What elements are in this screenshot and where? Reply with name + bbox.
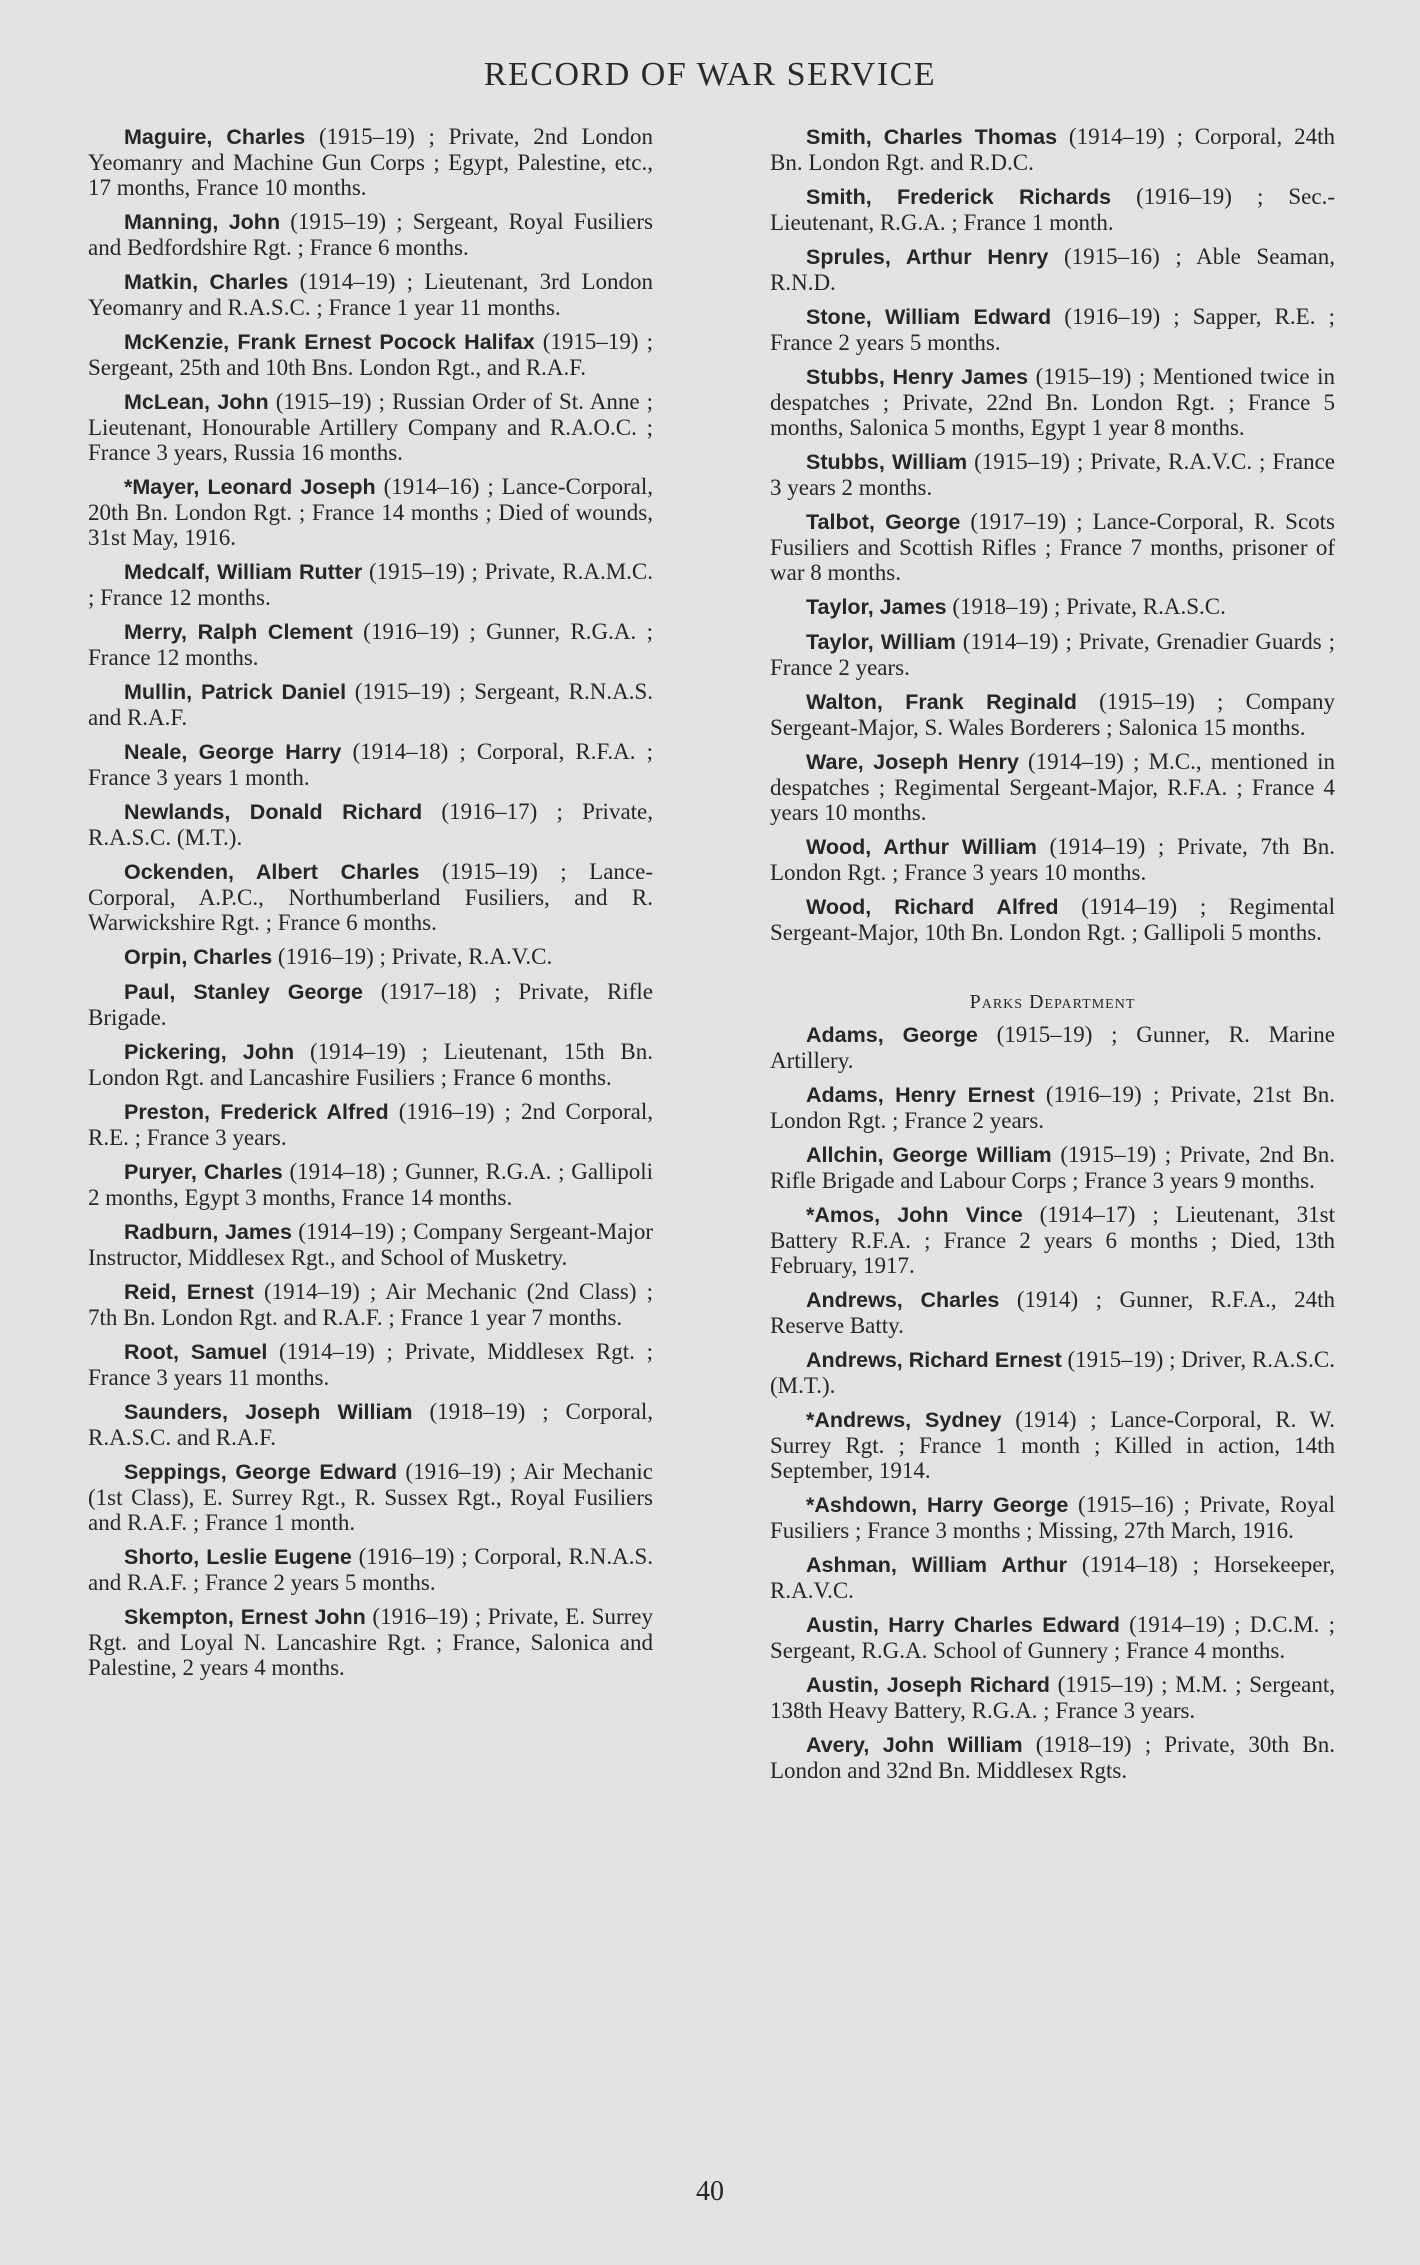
entry-details: (1915–19) ; Sergeant, R.N.A.S. and R.A.F. — [88, 679, 654, 730]
service-entry — [88, 1544, 653, 1595]
service-entry — [88, 1279, 653, 1330]
left-column — [88, 124, 653, 1689]
service-entry — [88, 1604, 653, 1680]
entry-details: (1916–17) ; Private, R.A.S.C. (M.T.). — [88, 799, 654, 850]
service-entry — [770, 1347, 1335, 1398]
entry-details: (1915–16) ; Able Seaman, R.N.D. — [770, 244, 1335, 295]
service-entry — [770, 1492, 1335, 1543]
entry-details: (1914–18) ; Corporal, R.F.A. ; France 3 years 1 month. — [88, 739, 654, 790]
entry-details: (1914–16) ; Lance-Corporal, 20th Bn. London Rgt. ; France 14 months ; Died of wounds, 31st May, 1916. — [88, 474, 653, 550]
service-entry — [770, 1022, 1335, 1073]
entry-details: (1915–19) ; Gunner, R. Marine Artillery. — [770, 1022, 1335, 1073]
entry-details: (1914–18) ; Gunner, R.G.A. ; Gallipoli 2 months, Egypt 3 months, France 14 months. — [88, 1159, 653, 1210]
entry-name: Adams, George — [806, 1023, 978, 1047]
entry-name: Wood, Arthur William — [806, 835, 1037, 859]
entry-name: Allchin, George William — [806, 1143, 1052, 1167]
entry-name: Smith, Frederick Richards — [806, 185, 1112, 209]
entry-details: (1914–19) ; D.C.M. ; Sergeant, R.G.A. School of Gunnery ; France 4 months. — [770, 1612, 1336, 1663]
entry-details: (1917–18) ; Private, Rifle Brigade. — [88, 979, 653, 1030]
entry-name: Ware, Joseph Henry — [806, 750, 1019, 774]
entry-details: (1918–19) ; Corporal, R.A.S.C. and R.A.F. — [88, 1399, 653, 1450]
entry-name: *Andrews, Sydney — [806, 1408, 1002, 1432]
service-entry — [88, 389, 653, 465]
entry-details: (1914–19) ; Private, Middlesex Rgt. ; France 3 years 11 months. — [88, 1339, 653, 1390]
entry-name: Taylor, William — [806, 630, 956, 654]
entry-name: Taylor, James — [806, 595, 947, 619]
entry-name: Shorto, Leslie Eugene — [124, 1545, 352, 1569]
entry-name: Reid, Ernest — [124, 1280, 254, 1304]
entry-name: Talbot, George — [806, 510, 961, 534]
service-entry — [770, 1082, 1335, 1133]
entry-details: (1918–19) ; Private, R.A.S.C. — [952, 594, 1226, 619]
service-entry — [770, 1552, 1335, 1603]
service-entry — [88, 799, 653, 850]
entry-name: *Amos, John Vince — [806, 1203, 1023, 1227]
entry-name: Maguire, Charles — [124, 125, 306, 149]
entry-name: Puryer, Charles — [124, 1160, 283, 1184]
service-entry — [770, 1407, 1335, 1483]
service-entry — [770, 1612, 1335, 1663]
service-entry — [770, 834, 1335, 885]
entry-details: (1915–16) ; Private, Royal Fusiliers ; France 3 months ; Missing, 27th March, 1916. — [770, 1492, 1335, 1543]
entry-name: Ashman, William Arthur — [806, 1553, 1068, 1577]
service-entry — [88, 329, 653, 380]
service-entry — [88, 124, 653, 200]
entry-name: Stone, William Edward — [806, 305, 1052, 329]
entry-details: (1914–19) ; Private, 7th Bn. London Rgt. ; France 3 years 10 months. — [770, 834, 1335, 885]
entry-name: Andrews, Richard Ernest — [806, 1348, 1062, 1372]
service-entry — [88, 1339, 653, 1390]
service-entry — [88, 739, 653, 790]
service-entry — [88, 559, 653, 610]
entry-name: Andrews, Charles — [806, 1288, 1000, 1312]
service-entry — [88, 1039, 653, 1090]
service-entry — [88, 209, 653, 260]
entry-details: (1915–19) ; Lance-Corporal, A.P.C., Northumberland Fusiliers, and R. Warwickshire Rgt. ; France 6 months. — [88, 859, 653, 935]
service-entry — [770, 689, 1335, 740]
service-entry — [88, 679, 653, 730]
entry-name: McKenzie, Frank Ernest Pocock Halifax — [124, 330, 535, 354]
entry-details: (1914–17) ; Lieutenant, 31st Battery R.F.A. ; France 2 years 6 months ; Died, 13th February, 1917. — [770, 1202, 1335, 1278]
service-entry — [770, 364, 1335, 440]
service-entry — [770, 749, 1335, 825]
service-entry — [88, 1159, 653, 1210]
entry-details: (1914–19) ; Private, Grenadier Guards ; France 2 years. — [770, 629, 1335, 680]
entry-name: Saunders, Joseph William — [124, 1400, 413, 1424]
entry-details: (1915–19) ; Sergeant, Royal Fusiliers and Bedfordshire Rgt. ; France 6 months. — [88, 209, 653, 260]
entry-details: (1914–18) ; Horsekeeper, R.A.V.C. — [770, 1552, 1335, 1603]
entry-details: (1914) ; Gunner, R.F.A., 24th Reserve Batty. — [770, 1287, 1335, 1338]
entry-details: (1915–19) ; M.M. ; Sergeant, 138th Heavy Battery, R.G.A. ; France 3 years. — [770, 1672, 1336, 1723]
entry-details: (1915–19) ; Private, R.A.V.C. ; France 3 years 2 months. — [770, 449, 1336, 500]
entry-name: Merry, Ralph Clement — [124, 620, 353, 644]
entry-name: Austin, Harry Charles Edward — [806, 1613, 1120, 1637]
section-heading-parks-department: Parks Department — [969, 991, 1136, 1013]
service-entry — [770, 1732, 1335, 1783]
entry-details: (1918–19) ; Private, 30th Bn. London and 32nd Bn. Middlesex Rgts. — [770, 1732, 1335, 1783]
entry-details: (1915–19) ; Russian Order of St. Anne ; Lieutenant, Honourable Artillery Company and R.A.O.C. ; France 3 years, Russia 16 months. — [88, 389, 654, 465]
service-entry — [770, 1672, 1335, 1723]
entry-name: Manning, John — [124, 210, 281, 234]
entry-name: McLean, John — [124, 390, 269, 414]
entry-name: Walton, Frank Reginald — [806, 690, 1077, 714]
entry-details: (1914–19) ; Corporal, 24th Bn. London Rgt. and R.D.C. — [770, 124, 1335, 175]
entry-name: Radburn, James — [124, 1220, 292, 1244]
service-entry — [88, 859, 653, 935]
entry-details: (1914–19) ; M.C., mentioned in despatches ; Regimental Sergeant-Major, R.F.A. ; France 4 years 10 months. — [770, 749, 1335, 825]
service-entry — [770, 509, 1335, 585]
entry-name: Ockenden, Albert Charles — [124, 860, 420, 884]
right-column — [770, 124, 1335, 1792]
entry-details: (1914–19) ; Company Sergeant-Major Instructor, Middlesex Rgt., and School of Musketry. — [88, 1219, 653, 1270]
entry-name: Paul, Stanley George — [124, 980, 364, 1004]
service-entry — [88, 944, 653, 970]
entry-name: Root, Samuel — [124, 1340, 268, 1364]
service-entry — [770, 1142, 1335, 1193]
service-entry — [770, 894, 1335, 945]
entry-details: (1916–19) ; Private, 21st Bn. London Rgt. ; France 2 years. — [770, 1082, 1336, 1133]
entry-name: *Mayer, Leonard Joseph — [124, 475, 376, 499]
entry-details: (1915–19) ; Sergeant, 25th and 10th Bns. London Rgt., and R.A.F. — [88, 329, 654, 380]
entry-details: (1916–19) ; Sec.-Lieutenant, R.G.A. ; France 1 month. — [770, 184, 1336, 235]
entry-name: Medcalf, William Rutter — [124, 560, 363, 584]
service-entry — [88, 979, 653, 1030]
service-entry — [88, 619, 653, 670]
entry-name: Seppings, George Edward — [124, 1460, 397, 1484]
entry-details: (1916–19) ; Private, E. Surrey Rgt. and Loyal N. Lancashire Rgt. ; France, Salonica and Palestine, 2 years 4 months. — [88, 1604, 653, 1680]
entry-details: (1914–19) ; Lieutenant, 15th Bn. London Rgt. and Lancashire Fusiliers ; France 6 months. — [88, 1039, 653, 1090]
entry-details: (1915–19) ; Private, 2nd London Yeomanry and Machine Gun Corps ; Egypt, Palestine, etc., 17 months, France 10 months. — [88, 124, 654, 200]
entry-name: Neale, George Harry — [124, 740, 342, 764]
service-entry — [88, 1399, 653, 1450]
service-entry — [770, 184, 1335, 235]
entry-details: (1915–19) ; Private, 2nd Bn. Rifle Brigade and Labour Corps ; France 3 years 9 months. — [770, 1142, 1336, 1193]
entry-name: Avery, John William — [806, 1733, 1023, 1757]
entry-name: Austin, Joseph Richard — [806, 1673, 1050, 1697]
entry-details: (1916–19) ; Sapper, R.E. ; France 2 years 5 months. — [770, 304, 1336, 355]
entry-details: (1914–19) ; Air Mechanic (2nd Class) ; 7th Bn. London Rgt. and R.A.F. ; France 1 year 7 months. — [88, 1279, 654, 1330]
entry-details: (1915–19) ; Private, R.A.M.C. ; France 12 months. — [88, 559, 653, 610]
service-entry — [770, 124, 1335, 175]
entry-name: Mullin, Patrick Daniel — [124, 680, 347, 704]
entry-details: (1915–19) ; Driver, R.A.S.C. (M.T.). — [770, 1347, 1335, 1398]
entry-name: Stubbs, Henry James — [806, 365, 1029, 389]
entry-name: Smith, Charles Thomas — [806, 125, 1058, 149]
entry-name: Stubbs, William — [806, 450, 968, 474]
service-entry — [88, 1459, 653, 1535]
entry-name: Orpin, Charles — [124, 945, 273, 969]
entry-name: Adams, Henry Ernest — [806, 1083, 1035, 1107]
entry-details: (1915–19) ; Mentioned twice in despatches ; Private, 22nd Bn. London Rgt. ; France 5 months, Salonica 5 months, Egypt 1 year 8 months. — [770, 364, 1335, 440]
page-number: 40 — [696, 2176, 724, 2207]
entry-details: (1915–19) ; Company Sergeant-Major, S. Wales Borderers ; Salonica 15 months. — [770, 689, 1336, 740]
entry-details: (1914–19) ; Lieutenant, 3rd London Yeomanry and R.A.S.C. ; France 1 year 11 months. — [88, 269, 653, 320]
entry-details: (1916–19) ; Private, R.A.V.C. — [277, 944, 553, 969]
service-entry — [88, 1099, 653, 1150]
entry-details: (1914–19) ; Regimental Sergeant-Major, 10th Bn. London Rgt. ; Gallipoli 5 months. — [770, 894, 1335, 945]
service-entry — [770, 594, 1335, 620]
page-title: RECORD OF WAR SERVICE — [483, 56, 937, 93]
entry-details: (1914) ; Lance-Corporal, R. W. Surrey Rgt. ; France 1 month ; Killed in action, 14th September, 1914. — [770, 1407, 1336, 1483]
entry-details: (1917–19) ; Lance-Corporal, R. Scots Fusiliers and Scottish Rifles ; France 7 months, prisoner of war 8 months. — [770, 509, 1335, 585]
entry-details: (1916–19) ; Air Mechanic (1st Class), E. Surrey Rgt., R. Sussex Rgt., Royal Fusiliers and R.A.F. ; France 1 month. — [88, 1459, 654, 1535]
service-entry — [770, 244, 1335, 295]
entry-details: (1916–19) ; Gunner, R.G.A. ; France 12 months. — [88, 619, 653, 670]
entry-name: Wood, Richard Alfred — [806, 895, 1059, 919]
service-entry — [88, 269, 653, 320]
entry-details: (1916–19) ; 2nd Corporal, R.E. ; France 3 years. — [88, 1099, 653, 1150]
entry-name: Sprules, Arthur Henry — [806, 245, 1049, 269]
service-entry — [770, 1202, 1335, 1278]
service-entry — [770, 304, 1335, 355]
entry-name: *Ashdown, Harry George — [806, 1493, 1069, 1517]
entry-name: Matkin, Charles — [124, 270, 289, 294]
service-entry — [770, 449, 1335, 500]
entry-name: Preston, Frederick Alfred — [124, 1100, 389, 1124]
service-entry — [88, 1219, 653, 1270]
service-entry — [770, 629, 1335, 680]
entry-name: Pickering, John — [124, 1040, 295, 1064]
service-entry — [88, 474, 653, 550]
service-entry — [770, 1287, 1335, 1338]
entry-name: Newlands, Donald Richard — [124, 800, 423, 824]
entry-details: (1916–19) ; Corporal, R.N.A.S. and R.A.F. ; France 2 years 5 months. — [88, 1544, 654, 1595]
entry-name: Skempton, Ernest John — [124, 1605, 366, 1629]
